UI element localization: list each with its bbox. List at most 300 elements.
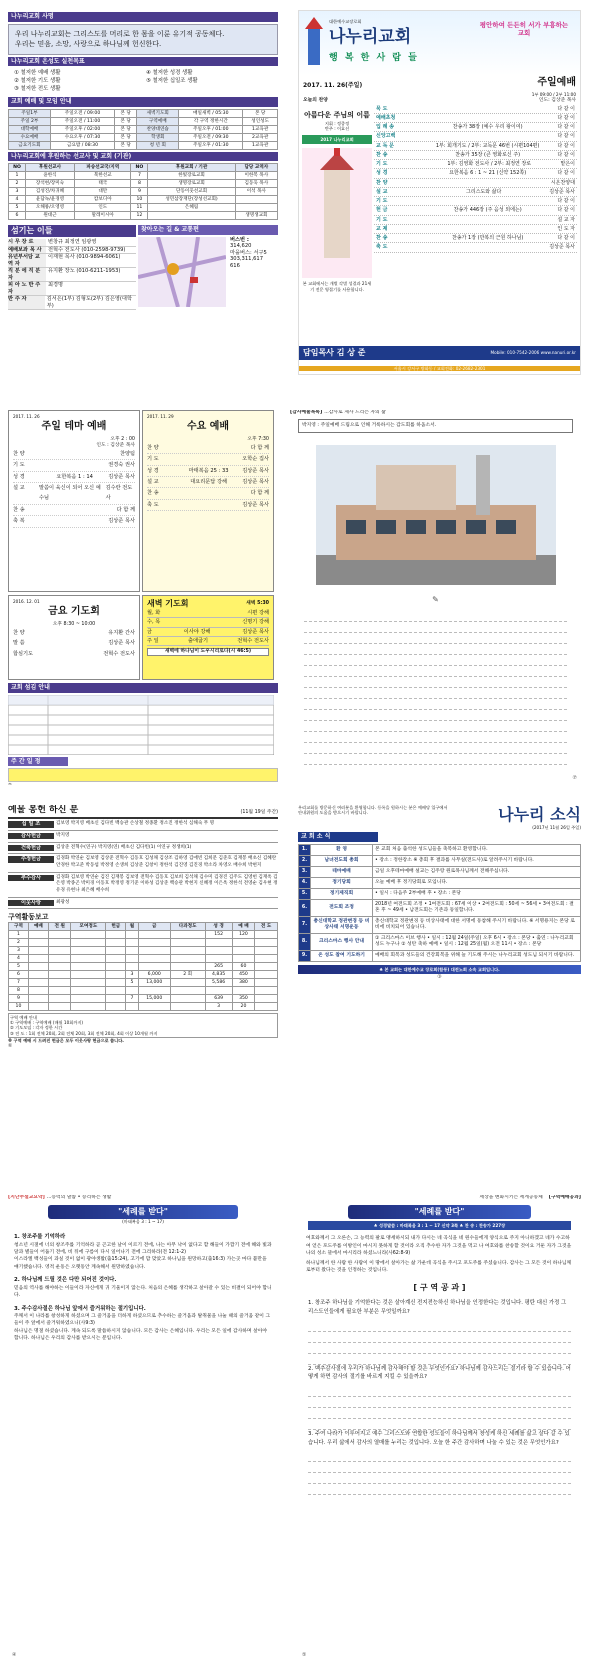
mission-cell: 이한복 목사 — [235, 172, 277, 180]
cell-value — [255, 994, 278, 1002]
cover-header — [299, 11, 580, 75]
theme-cell: 다 함 께 — [250, 444, 269, 451]
news-subtitle: (2017년 11월 26일 주일) — [532, 825, 581, 830]
cell-note: ② 기도모임 : 각자 정한 시간 — [10, 1025, 63, 1031]
staff-block — [8, 223, 136, 310]
cell-value — [255, 986, 278, 994]
theme-cell: 김상준 목사 — [242, 478, 269, 485]
cell-value: 3 — [126, 970, 139, 978]
worship-row — [9, 109, 278, 117]
cell-value: 9 — [9, 994, 29, 1002]
mission-row — [9, 188, 278, 196]
page-1-info — [8, 10, 278, 375]
summary-paragraph: 3. 주수감사절은 하나님 앞에서 즐거워하는 절기입니다. — [14, 1305, 146, 1312]
worship-heading: 교회 예배 및 모임 안내 — [8, 97, 278, 107]
cell-value — [255, 930, 278, 938]
staff-row — [8, 282, 136, 296]
cell-value — [138, 1002, 170, 1010]
cell-report-title: 구역활동보고 — [8, 913, 49, 922]
friday-cell: 말 씀 — [13, 640, 25, 647]
news-detail: 본 교회 처음 출석한 성도님들을 축복하고 환영합니다. — [373, 844, 581, 855]
cell-value: 120 — [232, 930, 255, 938]
order-name: 입 례 송 — [376, 124, 394, 131]
offering-names: 김보영 박지영 배초신 김다빈 백승관 손상철 정종환 정소진 정한석 심해숙 무 명 — [56, 821, 215, 827]
order-person: 인 도 자 — [557, 225, 575, 232]
order-row — [374, 225, 577, 234]
cell-value — [255, 954, 278, 962]
order-detail — [418, 133, 557, 139]
dawn-cell: 주 일 — [147, 637, 159, 644]
worship-cell: 학생회 — [137, 133, 179, 141]
mission-cell: 윤한식 — [25, 172, 74, 180]
cell-value: 152 — [205, 930, 232, 938]
order-name: 교 제 — [376, 225, 388, 232]
cell-value — [106, 946, 126, 954]
mission-cell: 8 — [131, 180, 148, 188]
vision-line: 우리는 믿음, 소망, 사랑으로 하나님께 헌신한다. — [15, 40, 162, 48]
pastor-name: 담임목사 김 상 준 — [303, 348, 366, 357]
worship-cell: 새벽기도회 — [137, 109, 179, 117]
friday-time: 오후 8:30 ~ 10:00 — [52, 621, 96, 627]
dawn-cell: 월, 화 — [147, 610, 161, 616]
worship-order-list — [374, 105, 577, 292]
worship-cell: 매일새벽 / 05:30 — [179, 109, 243, 117]
worship-row — [9, 133, 278, 141]
worship-cell: 본 당 — [243, 109, 278, 117]
worship-cell: 각 구역 정한시간 — [179, 117, 243, 125]
order-person: 다 같 이 — [557, 151, 575, 158]
cell-value — [71, 1002, 106, 1010]
order-name: 기 도 — [376, 216, 388, 223]
cell-value — [205, 986, 232, 994]
cell-value: 3 — [205, 1002, 232, 1010]
news-row — [299, 866, 581, 877]
order-person: 다 같 이 — [557, 170, 575, 177]
cover-footer — [299, 346, 580, 360]
cell-value — [126, 986, 139, 994]
mission-cell: 윤담녹/윤경영 — [25, 196, 74, 204]
staff-role: 반 주 자 — [8, 296, 45, 309]
staff-role: 피 아 노 반 주 자 — [8, 282, 46, 295]
order-person: 다 같 이 — [557, 207, 575, 214]
cell-value — [71, 986, 106, 994]
mission-cell: 생명생교회 — [235, 212, 277, 220]
cell-value — [28, 962, 48, 970]
theme-cell: 찬양팀 — [119, 450, 135, 457]
order-name: 교 독 문 — [376, 142, 394, 149]
cell-value — [126, 946, 139, 954]
date-row — [299, 75, 580, 92]
cell-value — [48, 954, 71, 962]
cell-value: 5 — [9, 962, 29, 970]
mission-row — [9, 180, 278, 188]
cell-value: 6,000 — [138, 970, 170, 978]
cell-value — [106, 962, 126, 970]
offering-row — [8, 898, 278, 910]
dawn-banner: 새벽에 하나님이 도우시리로다(시 46:5) — [147, 648, 269, 656]
cell-value: 5,586 — [205, 978, 232, 986]
goals-heading: 나누리교회 온성도 실천목표 — [8, 57, 278, 67]
theme-leader: 인도 : 김상준 목사 — [96, 442, 135, 448]
worship-cell: 2교육관 — [243, 133, 278, 141]
answer-lines — [308, 1386, 571, 1430]
bus-line: 마을버스: 서구5 — [230, 249, 267, 256]
order-name: 찬 양 — [376, 179, 388, 186]
mission-cell: 11 — [131, 204, 148, 212]
study-question: 1. 창조주 하나님을 기억한다는 것은 살아계신 전지전능하신 하나님을 인정한다는 것입니다. 평탄 대신 가정 그리스도인들에게 필요한 부분은 무엇일까요? — [308, 1300, 567, 1315]
page-2-cover — [298, 10, 581, 375]
friday-rows — [13, 628, 135, 659]
hymn-title: 아름다운 주님의 이름 — [304, 110, 370, 119]
staff-row — [8, 254, 136, 268]
mission-cell: 오해룡/오영영 — [25, 204, 74, 212]
memo-lines — [304, 611, 567, 765]
worship-cell: 주일오후 / 01:00 — [179, 125, 243, 133]
worship-cell: 주일오전 / 11:00 — [50, 117, 114, 125]
cell-value — [48, 970, 71, 978]
worship-cell: 본 당 — [115, 141, 137, 149]
cell-value: 6 — [9, 970, 29, 978]
cell-value — [28, 938, 48, 946]
study-body — [298, 1232, 581, 1277]
cover-notice: 본 교회에서는 개별 각별 성결과 21세기 전문 영접기를 사용합니다. — [302, 281, 372, 292]
bus-line: 314,620 — [230, 243, 252, 250]
order-person: 설 교 자 — [557, 216, 575, 223]
dawn-title: 새벽 기도회 — [147, 599, 189, 608]
cell-value: 7 — [126, 994, 139, 1002]
order-name: 헌 금 — [376, 207, 388, 214]
offering-note-line: 박지영 : 주일예배 드림으로 인해 거룩하시는 감도회를 하옵소서. — [298, 419, 573, 433]
order-row — [374, 234, 577, 243]
order-row — [374, 188, 577, 197]
cell-row — [9, 970, 278, 978]
friday-cell: 김상준 목사 — [108, 640, 135, 647]
answer-lines — [308, 1451, 571, 1495]
theme-cell: 말씀이 육신이 되어 오신 예수님 — [38, 484, 101, 502]
staff-role: 시 무 장 로 — [8, 239, 46, 246]
cell-value: 8 — [9, 986, 29, 994]
sunday-theme-box — [8, 410, 140, 592]
mission-table — [8, 163, 278, 220]
page-number: ⑤ — [302, 1651, 307, 1658]
motto: 행 복 한 사 람 들 — [329, 53, 419, 63]
cell-value: 2 — [9, 938, 29, 946]
staff-names: 변창규 최정연 임광영 — [48, 239, 97, 246]
mission-cell: 대만 — [75, 188, 131, 196]
cell-value — [126, 954, 139, 962]
offering-title: 예물 봉헌 하신 분 — [8, 805, 79, 815]
cell-value — [28, 946, 48, 954]
friday-cell: 유지환 간사 — [108, 629, 135, 636]
mission-cell: 태국 — [75, 180, 131, 188]
page-number: ⑦ — [572, 774, 577, 781]
cell-value — [138, 962, 170, 970]
dawn-cell: 시편 강해 — [247, 610, 269, 616]
vision-line: 우리 나누리교회는 그리스도를 머리로 한 몸을 이룬 유기적 공동체다. — [15, 29, 225, 38]
mission-cell — [235, 196, 277, 204]
theme-cell: 찬 양 — [147, 444, 159, 451]
mission-row — [9, 204, 278, 212]
news-section-heading: 교 회 소 식 — [298, 832, 378, 842]
theme-cell: 다 함 께 — [116, 506, 135, 513]
news-number: 1. — [299, 844, 311, 855]
bus-line: 616 — [230, 262, 240, 269]
theme-row — [147, 443, 269, 454]
goals-list — [8, 68, 278, 95]
mission-cell: 10 — [131, 196, 148, 204]
order-name: 축 도 — [376, 244, 388, 251]
staff-map-row — [8, 223, 278, 310]
page-number: ② — [8, 782, 12, 785]
cell-header-row — [9, 922, 278, 930]
cell-value — [126, 1002, 139, 1010]
cell-row — [9, 994, 278, 1002]
order-person: 다 같 이 — [557, 142, 575, 149]
cell-row — [9, 946, 278, 954]
cell-value: 5 — [126, 978, 139, 986]
answer-lines — [308, 1321, 571, 1365]
serve-table-image — [8, 695, 274, 755]
news-detail: 금일 오후테마예배 설교는 김주랑 원로목사님께서 전해주십니다. — [373, 866, 581, 877]
wednesday-box — [142, 410, 274, 592]
offering-names: 박지영 — [56, 832, 70, 838]
week-heading: 주 간 일 정 — [8, 757, 68, 767]
order-detail: 1부: 회개기도 / 2부: 교독문 46번 (시편104편) — [435, 142, 540, 149]
news-topic: 정기제직회 — [311, 888, 373, 899]
service-time: 1부 09:00 / 2부 11:00 — [531, 91, 576, 97]
mission-cell: 생명장로교회 — [148, 180, 235, 188]
mission-cell: 5 — [9, 204, 26, 212]
friday-row — [13, 649, 135, 659]
theme-row — [8, 410, 278, 592]
worship-cell: 1교육관 — [243, 125, 278, 133]
cell-value — [170, 938, 205, 946]
mission-heading: 나누리교회에 후원하는 선교사 및 교회 (기관) — [8, 152, 278, 162]
theme-row — [13, 472, 135, 483]
service-title: 주일예배 — [537, 77, 576, 88]
staff-role: 예배보좌 목 사 — [8, 247, 46, 254]
theme-cell: 다 함 께 — [250, 490, 269, 497]
offering-type: 십 일 조 — [8, 821, 54, 828]
bus-label: 버스번 : — [230, 236, 249, 243]
dawn-row — [147, 618, 269, 627]
mission-row — [9, 196, 278, 204]
worship-row — [9, 117, 278, 125]
offering-type: 감사헌금 — [8, 833, 54, 840]
staff-role: 유년부서담 교 역 자 — [8, 254, 46, 267]
news-number: 2. — [299, 855, 311, 866]
cell-value — [48, 978, 71, 986]
cell-value: 380 — [232, 978, 255, 986]
worship-cell: 찬양대연습 — [137, 125, 179, 133]
mission-cell: 북한선교 — [75, 172, 131, 180]
offering-header — [8, 805, 278, 819]
order-row — [374, 243, 577, 252]
offering-type: 이웃사랑 — [8, 900, 54, 907]
cell-value — [170, 962, 205, 970]
cell-header: 전 원 — [48, 922, 71, 930]
denomination-footer: ♣ 본 교회는 대한예수교 장로회(합동) 대전노회 소속 교회입니다. — [298, 965, 581, 974]
order-name: 기 도 — [376, 161, 388, 168]
cell-value — [106, 986, 126, 994]
study-title: "세례를 받다" — [348, 1205, 531, 1219]
summary-label: [지난주설교요약] — [8, 1195, 45, 1200]
theme-cell: 설 교 — [13, 484, 25, 491]
order-detail — [418, 226, 557, 232]
bus-line: 303,311,617 — [230, 256, 264, 263]
summary-paragraph: 2. 하나님께 드릴 것은 다만 되어진 것이다. — [14, 1277, 117, 1284]
cell-value — [48, 962, 71, 970]
order-detail — [418, 198, 557, 204]
news-topic: 남녀전도회 총회 — [311, 855, 373, 866]
mission-header-cell: 파송선교국/지역 — [75, 164, 131, 172]
theme-cell: 찬 송 — [147, 490, 159, 497]
offering-names: 최광성 — [56, 899, 70, 905]
theme-cell: 기 도 — [147, 456, 159, 463]
bus-info — [228, 237, 278, 307]
theme-row — [147, 477, 269, 488]
memo-icon: ✎ — [432, 594, 439, 604]
mission-header-cell: 담당 교역자 — [235, 164, 277, 172]
cell-row — [9, 954, 278, 962]
order-detail — [418, 217, 557, 223]
worship-cell: 청 년 회 — [137, 141, 179, 149]
today-label: 오늘의 찬양 — [303, 97, 328, 103]
order-row — [374, 105, 577, 114]
map-row — [138, 237, 278, 307]
theme-cell: 성 경 — [13, 473, 25, 480]
cell-value — [71, 970, 106, 978]
page-number: ③ — [437, 973, 442, 980]
mission-cell: 1 — [9, 172, 26, 180]
study-meta: ♣ 성경말씀 : 마태복음 3 : 1 ~ 17 신약 3쪽 ♣ 찬 송 : 찬송가 227장 — [308, 1221, 571, 1230]
worship-table — [8, 109, 278, 150]
friday-row — [13, 628, 135, 638]
order-person: 다 같 이 — [557, 105, 575, 112]
staff-names: 이재현 목사 (010-9894-6061) — [48, 254, 121, 261]
news-detail: ① 크리스마스 이브 행사 • 일시 : 12월 24일(주일) 오후 6시 • 장소 : 본당 • 출연 : 나누리교회 성도 누구나 ② 성탄 축하 예배 • 일시 : 12월 25일(월) 오전 11시 • 장소 : 본당 — [373, 933, 581, 950]
theme-row — [13, 505, 135, 516]
dawn-cell: 김상준 목사 — [242, 628, 269, 635]
service-leader: 인도: 김상준 목사 — [538, 97, 576, 103]
cell-value — [138, 954, 170, 962]
cell-value: 4 — [9, 954, 29, 962]
dawn-cell: 출애굽기 — [187, 637, 208, 644]
cell-value: 639 — [205, 994, 232, 1002]
cell-note: 구역 예배 안내 — [10, 1014, 37, 1020]
cell-value — [138, 930, 170, 938]
cover-left — [302, 105, 372, 292]
cell-value — [170, 1002, 205, 1010]
cell-report-table — [8, 922, 278, 1011]
dawn-box — [142, 595, 274, 680]
cell-value — [205, 946, 232, 954]
news-number: 3. — [299, 866, 311, 877]
church-exterior-photo — [316, 445, 556, 585]
staff-role: 직 분 에 직 분 자 — [8, 268, 46, 281]
cell-value — [48, 1002, 71, 1010]
mission-cell: 한빛장로교회 — [148, 172, 235, 180]
offering-note-title: [감사예물목록] — [290, 410, 323, 415]
summary-paragraph: 청소년 시절에 너의 창조주를 기억하라 곧 곤고한 날이 이르기 전에, 나는 아무 낙이 없다고 할 해들이 가깝기 전에 해와 빛과 달과 별들이 어둡기 전에, 비 뒤에 구름이 다시 일어나기 전에 그리하라(전 12:1-2) — [14, 1242, 272, 1256]
order-person: 김상준 목사 — [549, 188, 575, 195]
mission-cell: 6 — [9, 212, 26, 220]
summary-ref: (마태복음 3 : 1 ~ 17) — [122, 1218, 164, 1224]
conductor: 지휘 : 정종정 — [324, 120, 350, 126]
news-topic: 테마예배 — [311, 866, 373, 877]
cell-note: ① 구역예배 : 구역예배 (매월 10회까지) — [10, 1020, 84, 1026]
cell-value — [71, 938, 106, 946]
theme-cell: 요한복음 1 : 14 — [56, 473, 93, 480]
theme-cell: 성 경 — [147, 467, 159, 474]
mission-cell: 캄보디아 — [75, 196, 131, 204]
mission-cell: 단동이웃선교회 — [148, 188, 235, 196]
location-map-image — [138, 237, 226, 307]
cell-value — [48, 938, 71, 946]
friday-box — [8, 595, 140, 680]
theme-cell: 김상준 목사 — [108, 473, 135, 480]
theme-time: 오후 7:30 — [247, 436, 269, 442]
staff-row — [8, 239, 136, 247]
page-3-services — [8, 410, 278, 785]
cell-value — [28, 930, 48, 938]
cell-value — [232, 938, 255, 946]
cell-value — [71, 930, 106, 938]
cell-value: 3 — [9, 946, 29, 954]
news-detail: 예배의 회복과 성도들의 건강회복을 위해 늘 기도해 주시는 나누리교회 성도님 되시기 바랍니다. — [373, 950, 581, 961]
cell-value: 1 — [9, 930, 29, 938]
theme-row — [13, 483, 135, 505]
cell-value — [71, 978, 106, 986]
goal-item: ④ 철저한 성경 생활 — [146, 70, 193, 76]
mission-cell: 3 — [9, 188, 26, 196]
dawn-row — [147, 609, 269, 618]
summary-body — [8, 1224, 278, 1346]
cell-value: 20 — [232, 1002, 255, 1010]
order-person: 시온찬양대 — [550, 179, 575, 186]
cell-header: 예 배 — [232, 922, 255, 930]
theme-cell: 권경숙 권사 — [108, 462, 135, 469]
order-row — [374, 132, 577, 141]
friday-date: 2016. 12. 01 — [13, 599, 40, 604]
mission-cell: 2 — [9, 180, 26, 188]
summary-title: "세례를 받다" — [48, 1205, 238, 1219]
cell-value — [71, 994, 106, 1002]
mission-cell — [148, 212, 235, 220]
question-list — [298, 1299, 581, 1495]
cell-value: 7 — [9, 978, 29, 986]
cell-value — [28, 986, 48, 994]
worship-cell: 주일오전 / 09:30 — [179, 133, 243, 141]
offering-row — [8, 819, 278, 831]
map-block — [138, 223, 278, 310]
offering-type: 주정헌금 — [8, 856, 54, 863]
summary-header — [8, 1195, 278, 1201]
mission-cell: 7 — [131, 172, 148, 180]
study-para: 하나님께서 한 사람 한 사람이 이 땅에서 살아가는 삶 가운데 곡식을 주시고 포도주를 주셨습니다. 감사는 그 모든 것이 하나님께로부터 왔다는 것을 인정하는 것입니다. — [306, 1260, 572, 1273]
news-number: 8. — [299, 933, 311, 950]
worship-cell: 금요기도회 — [9, 141, 51, 149]
offering-type: 추수감사 — [8, 875, 54, 882]
cell-value — [48, 994, 71, 1002]
cell-header: 다과정도 — [170, 922, 205, 930]
cell-value — [205, 938, 232, 946]
page-4-notes — [290, 410, 581, 785]
worship-cell: 본 당 — [115, 117, 137, 125]
cover-body — [299, 105, 580, 292]
theme-cell: 대요리문답 강해 — [190, 478, 227, 485]
cell-value — [106, 954, 126, 962]
